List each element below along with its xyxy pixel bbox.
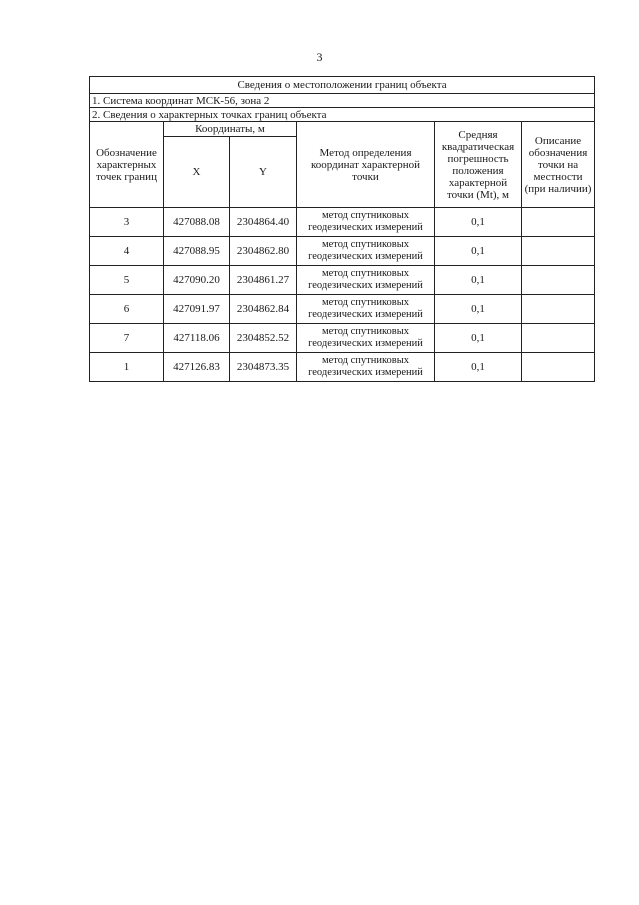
cell-method-line-1: метод спутниковых	[321, 239, 410, 250]
cell-point: 1	[90, 353, 164, 382]
table-row	[90, 208, 595, 237]
table-row	[90, 237, 595, 266]
cell-method-line-2: геодезических измерений	[308, 280, 423, 291]
table-row	[90, 266, 595, 295]
boundary-points-table	[89, 76, 595, 382]
section-title: 2. Сведения о характерных точках границ объекта	[90, 108, 595, 122]
cell-x: 427118.06	[164, 324, 230, 353]
cell-accuracy: 0,1	[435, 237, 522, 266]
cell-description	[522, 353, 595, 382]
cell-method-line-2: геодезических измерений	[308, 367, 423, 378]
cell-y: 2304852.52	[230, 324, 297, 353]
cell-x: 427126.83	[164, 353, 230, 382]
header-y: Y	[230, 137, 297, 208]
cell-method	[297, 237, 435, 266]
cell-description	[522, 324, 595, 353]
cell-method-line-2: геодезических измерений	[308, 251, 423, 262]
table-row	[90, 353, 595, 382]
cell-method	[297, 353, 435, 382]
cell-x: 427088.95	[164, 237, 230, 266]
header-coordinates: Координаты, м	[164, 122, 297, 137]
coordinate-system-row	[90, 94, 595, 108]
cell-method-line-2: геодезических измерений	[308, 338, 423, 349]
cell-description	[522, 208, 595, 237]
cell-method-line-1: метод спутниковых	[321, 297, 410, 308]
header-description: Описание обозначения точки на местности (при наличии)	[522, 122, 595, 208]
cell-point: 5	[90, 266, 164, 295]
cell-x: 427091.97	[164, 295, 230, 324]
header-row-1	[90, 122, 595, 137]
cell-accuracy: 0,1	[435, 353, 522, 382]
table-title-row	[90, 77, 595, 94]
cell-description	[522, 295, 595, 324]
header-method: Метод определения координат характерной точки	[297, 122, 435, 208]
cell-accuracy: 0,1	[435, 324, 522, 353]
cell-y: 2304861.27	[230, 266, 297, 295]
cell-accuracy: 0,1	[435, 266, 522, 295]
cell-method-line-1: метод спутниковых	[321, 355, 410, 366]
coordinate-system: 1. Система координат МСК-56, зона 2	[90, 94, 595, 108]
cell-point: 7	[90, 324, 164, 353]
cell-method-line-1: метод спутниковых	[321, 268, 410, 279]
cell-method-line-2: геодезических измерений	[308, 222, 423, 233]
cell-y: 2304862.84	[230, 295, 297, 324]
cell-description	[522, 237, 595, 266]
cell-accuracy: 0,1	[435, 208, 522, 237]
cell-y: 2304864.40	[230, 208, 297, 237]
cell-x: 427088.08	[164, 208, 230, 237]
header-point-designation: Обозначение характерных точек границ	[90, 122, 164, 208]
table-row	[90, 295, 595, 324]
cell-description	[522, 266, 595, 295]
cell-y: 2304862.80	[230, 237, 297, 266]
cell-y: 2304873.35	[230, 353, 297, 382]
table-row	[90, 324, 595, 353]
table-title: Сведения о местоположении границ объекта	[90, 77, 595, 94]
cell-method	[297, 324, 435, 353]
cell-point: 3	[90, 208, 164, 237]
cell-method	[297, 295, 435, 324]
cell-method	[297, 208, 435, 237]
header-x: X	[164, 137, 230, 208]
cell-method	[297, 266, 435, 295]
cell-accuracy: 0,1	[435, 295, 522, 324]
cell-method-line-2: геодезических измерений	[308, 309, 423, 320]
cell-method-line-1: метод спутниковых	[321, 210, 410, 221]
cell-method-line-1: метод спутниковых	[321, 326, 410, 337]
section-title-row	[90, 108, 595, 122]
cell-x: 427090.20	[164, 266, 230, 295]
cell-point: 6	[90, 295, 164, 324]
cell-point: 4	[90, 237, 164, 266]
page-number: 3	[316, 50, 323, 64]
header-accuracy: Средняя квадратическая погрешность положения характерной точки (Mt), м	[435, 122, 522, 208]
